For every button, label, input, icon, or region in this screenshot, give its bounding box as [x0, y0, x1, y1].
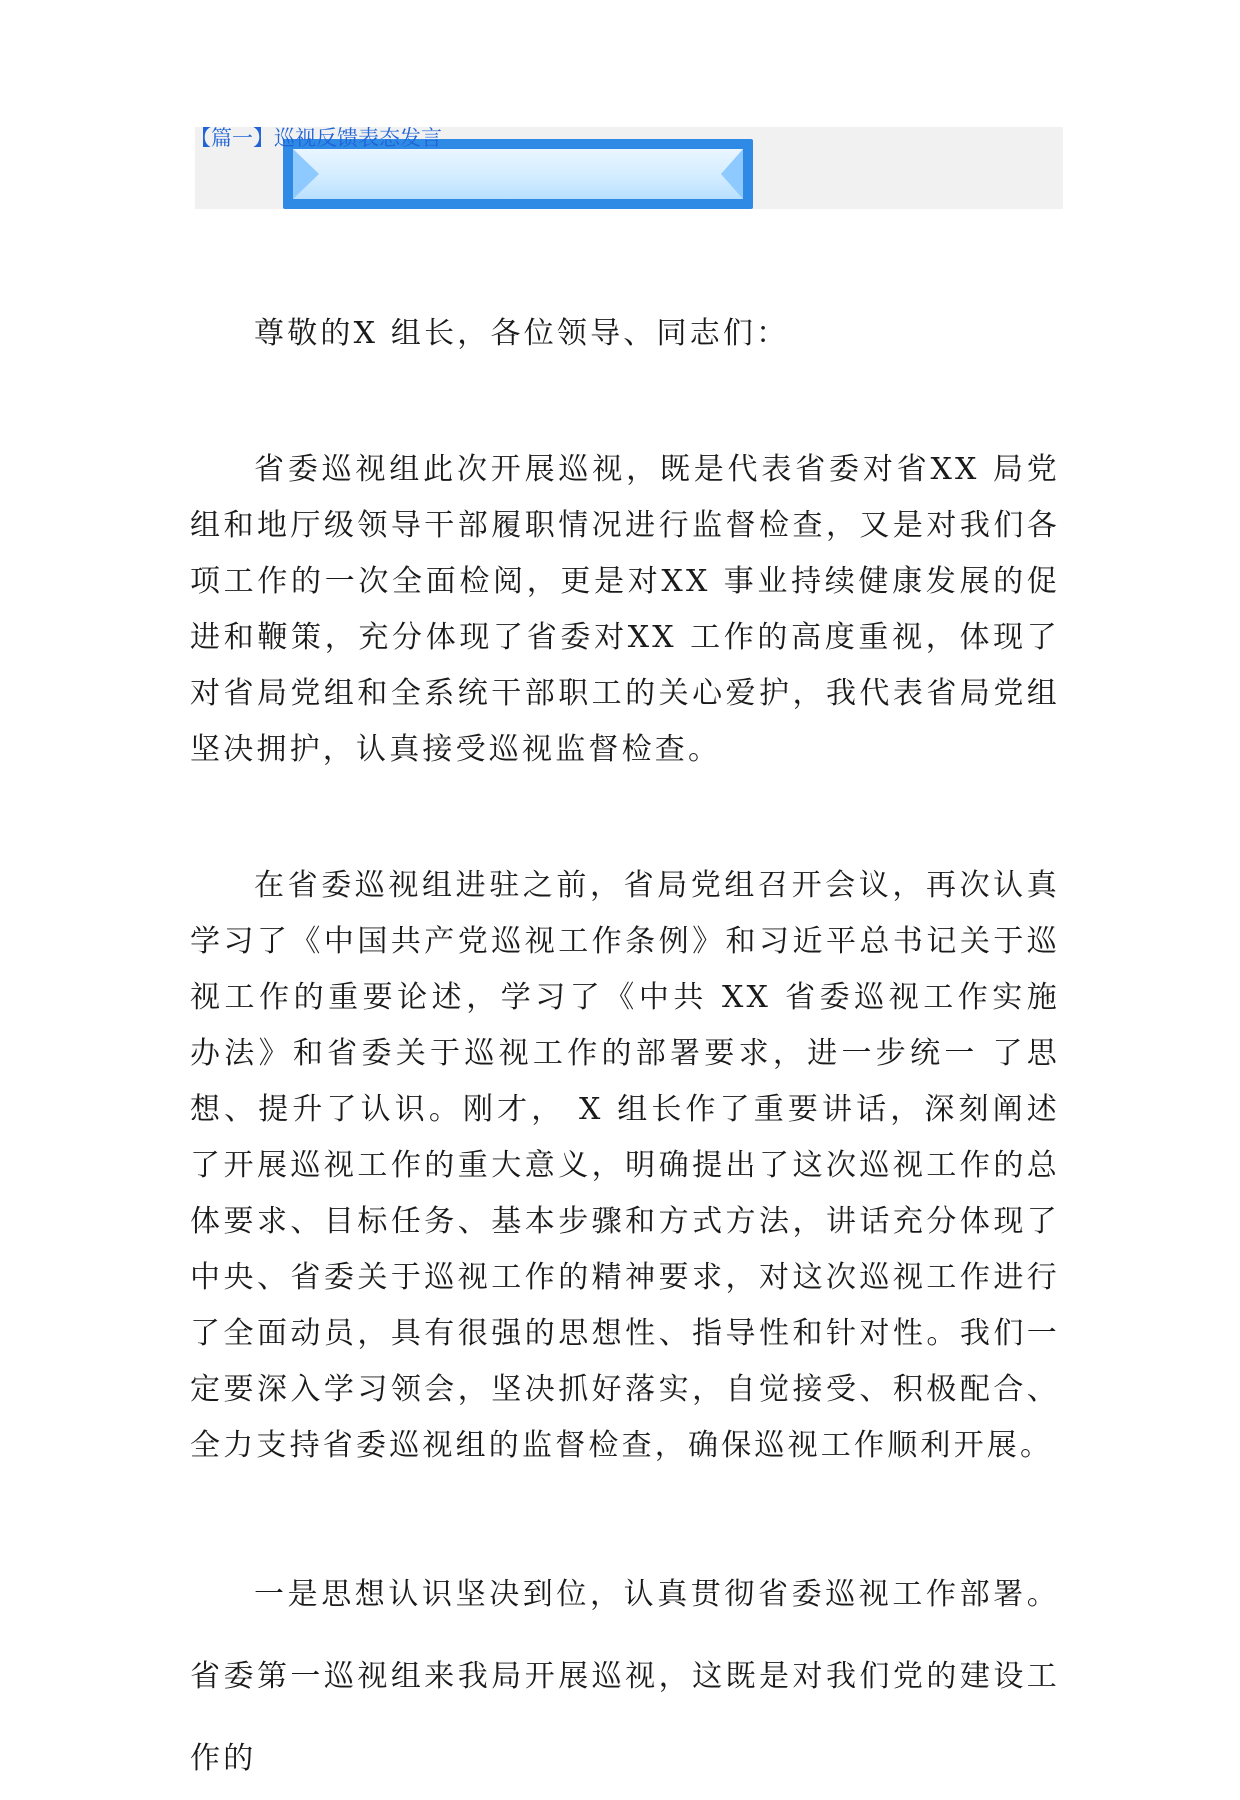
document-title — [190, 125, 442, 151]
paragraph-1: 省委巡视组此次开展巡视，既是代表省委对省XX 局党组和地厅级领导干部履职情况进行监督检查，又是对我们各项工作的一次全面检阅，更是对XX 事业持续健康发展的促进和鞭策，充分体现了省委对XX 工作的高度重视，体现了对省局党组和全系统干部职工的关心爱护，我代表省局党组坚决拥护，认真接受巡视监督检查。 — [190, 452, 1060, 767]
banner-left-notch — [293, 149, 319, 199]
title-text: 巡视反馈表态发言 — [274, 126, 442, 150]
paragraph-2: 在省委巡视组进驻之前，省局党组召开会议，再次认真学习了《中国共产党巡视工作条例》和习近平总书记关于巡视工作的重要论述，学习了《中共 XX 省委巡视工作实施办法》和省委关于巡视工作的部署要求，进一步统一 了思想、提升了认识。刚才， X 组长作了重要讲话，深刻阐述了开展巡视工作的重大意义，明确提出了这次巡视工作的总体要求、目标任务、基本步骤和方式方法，讲话充分体现了中央、省委关于巡视工作的精神要求，对这次巡视工作进行了全面动员，具有很强的思想性、指导性和针对性。我们一定要深入学习领会，坚决抓好落实，自觉接受、积极配合、全力支持省委巡视组的监督检查，确保巡视工作顺利开展。 — [190, 868, 1060, 1463]
document-body — [190, 306, 1060, 1800]
banner-right-notch — [721, 149, 743, 199]
salutation: 尊敬的X 组长，各位领导、同志们： — [254, 316, 790, 351]
title-section-label: 【篇一】 — [190, 126, 274, 150]
paragraph-3: 一是思想认识坚决到位，认真贯彻省委巡视工作部署。省委第一巡视组来我局开展巡视，这既是对我们党的建设工作的 — [190, 1577, 1060, 1776]
